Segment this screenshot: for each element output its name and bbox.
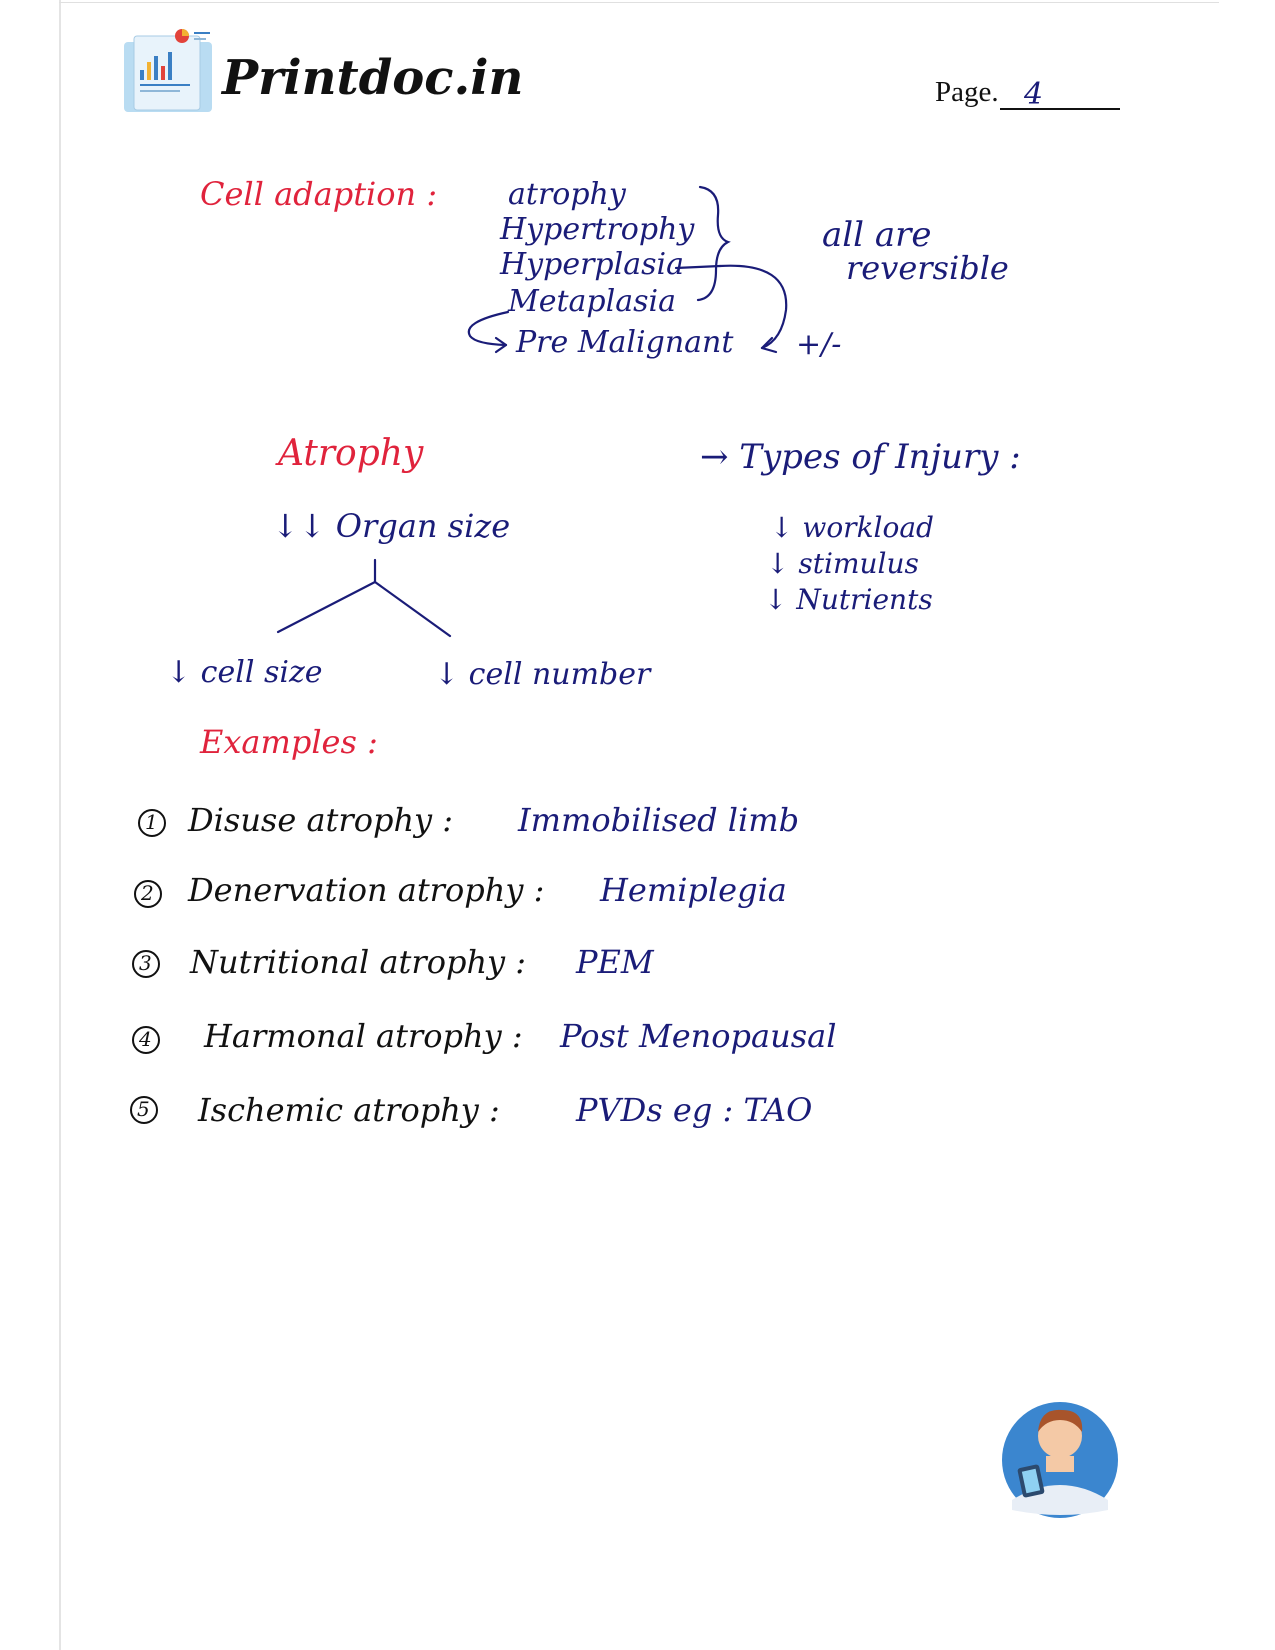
- example-number-2: 2: [141, 881, 154, 905]
- example-label-4: Harmonal atrophy :: [204, 1017, 523, 1055]
- plus-minus-note: +/-: [796, 327, 842, 362]
- example-value-4: Post Menopausal: [560, 1017, 837, 1055]
- examples-heading: Examples :: [200, 723, 378, 761]
- cell-size-label: ↓ cell size: [166, 655, 323, 690]
- injury-item-stimulus: ↓ stimulus: [766, 547, 919, 580]
- page-number: 4: [1024, 77, 1044, 112]
- reversible-note-line1: all are: [822, 215, 932, 255]
- adaption-item-hyperplasia: Hyperplasia: [500, 247, 684, 282]
- injury-item-workload: ↓ workload: [770, 511, 934, 544]
- example-label-3: Nutritional atrophy :: [190, 943, 527, 981]
- page-label: Page.: [935, 76, 999, 108]
- example-label-5: Ischemic atrophy :: [198, 1091, 500, 1129]
- example-number-4: 4: [139, 1027, 152, 1051]
- example-label-2: Denervation atrophy :: [188, 871, 545, 909]
- example-value-5: PVDs eg : TAO: [576, 1091, 813, 1129]
- adaption-item-hypertrophy: Hypertrophy: [500, 212, 695, 247]
- example-number-5: 5: [137, 1097, 150, 1121]
- example-value-2: Hemiplegia: [600, 871, 787, 909]
- example-label-1: Disuse atrophy :: [188, 801, 454, 839]
- cell-adaption-heading: Cell adaption :: [200, 175, 438, 213]
- cell-number-label: ↓ cell number: [434, 657, 651, 692]
- pre-malignant-label: Pre Malignant: [516, 325, 734, 360]
- example-number-3: 3: [139, 951, 152, 975]
- reversible-note-line2: reversible: [846, 249, 1009, 287]
- organ-size-label: ↓↓ Organ size: [272, 507, 511, 545]
- example-value-3: PEM: [576, 943, 654, 981]
- example-value-1: Immobilised limb: [518, 801, 800, 839]
- atrophy-heading: Atrophy: [278, 433, 424, 474]
- brand-name: Printdoc.in: [222, 50, 524, 106]
- injury-item-nutrients: ↓ Nutrients: [764, 583, 933, 616]
- adaption-item-atrophy: atrophy: [508, 177, 626, 212]
- example-number-1: 1: [145, 810, 158, 834]
- injury-types-heading: → Types of Injury :: [700, 437, 1021, 477]
- adaption-item-metaplasia: Metaplasia: [508, 284, 676, 319]
